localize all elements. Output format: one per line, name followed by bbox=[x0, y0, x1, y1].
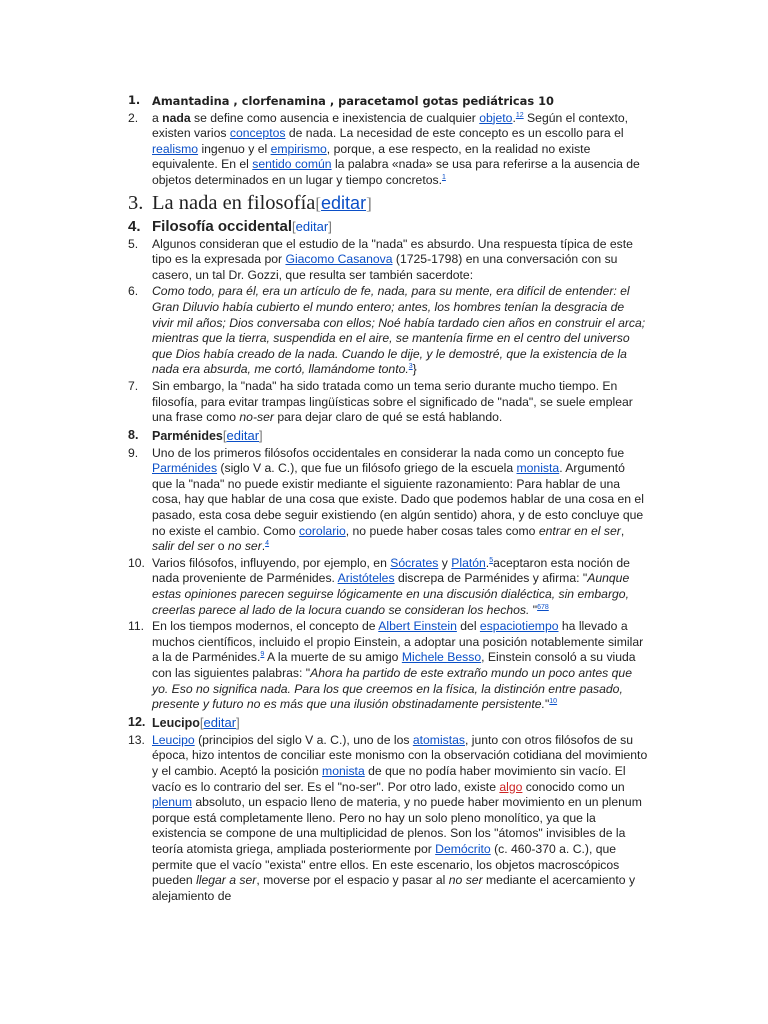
subsection-heading: Filosofía occidental bbox=[152, 217, 293, 235]
italic-term: entrar en el ser bbox=[538, 523, 621, 538]
quote-text: Como todo, para él, era un artículo de fe, nada, para su mente, era difícil de entender: el Gran Diluvio había cubierto el mundo entero; antes, los hombres tenían la desgracia de vivir mil años; Dios conversaba con ellos; Noé había tardado cien años en construir el arca; mientras que la tierra, suspendida en el aire, se mantenía firme en el centro del universo que Dios había creado de la nada. Cuando le dije, y le demostré, que la existencia de la nada era absurda, me cortó, llamándome tonto. bbox=[152, 284, 646, 377]
list-number: 7. bbox=[128, 378, 139, 393]
text-segment: de que no podía haber movimiento sin vacío. El vacío es lo contrario del ser. Es el "no-ser". Por otro lado, existe bbox=[152, 763, 626, 794]
list-number: 1. bbox=[128, 93, 141, 107]
edit-link[interactable]: editar bbox=[226, 427, 260, 443]
text-segment: (principios del siglo V a. C.), uno de los bbox=[194, 732, 413, 747]
list-number: 8. bbox=[128, 427, 139, 442]
bracket: ] bbox=[328, 218, 332, 234]
list-item-6 bbox=[128, 284, 648, 378]
text-segment: Sin embargo, la "nada" ha sido tratada como un tema serio durante mucho tiempo. En filosofía, para evitar trampas lingüísticas sobre el significado de "nada", se suele emplear una frase como bbox=[152, 378, 633, 425]
text-segment: Uno de los primeros filósofos occidentales en considerar la nada como un concepto fue bbox=[152, 445, 625, 460]
list-number: 3. bbox=[128, 191, 144, 214]
section-heading: La nada en filosofía bbox=[152, 191, 316, 214]
link-parmenides[interactable]: Parménides bbox=[152, 461, 218, 476]
list-item-1 bbox=[128, 93, 648, 110]
text-segment: o bbox=[214, 539, 228, 554]
footnote-ref[interactable]: 4 bbox=[265, 540, 270, 548]
list-item-4-heading bbox=[128, 217, 648, 236]
text-segment: " bbox=[529, 602, 538, 617]
text-segment: discrepa de Parménides y afirma: " bbox=[394, 571, 588, 586]
list-number: 6. bbox=[128, 284, 139, 299]
link-sentido-comun[interactable]: sentido común bbox=[252, 157, 332, 172]
text-segment: aceptaron esta noción de nada proveniente de Parménides. bbox=[152, 555, 630, 586]
link-michele-besso[interactable]: Michele Besso bbox=[401, 650, 482, 665]
list-number: 10. bbox=[128, 555, 145, 570]
text-segment: a bbox=[152, 110, 163, 125]
list-number: 4. bbox=[128, 217, 141, 235]
list-number: 13. bbox=[128, 732, 145, 747]
text-segment: , bbox=[620, 523, 625, 538]
link-espaciotiempo[interactable]: espaciotiempo bbox=[479, 619, 559, 634]
link-corolario[interactable]: corolario bbox=[299, 523, 346, 538]
link-monista[interactable]: monista bbox=[516, 461, 560, 476]
text-segment: mediante el acercamiento y alejamiento de bbox=[152, 873, 636, 903]
list-item-11 bbox=[128, 619, 648, 713]
text-segment: de nada. La necesidad de este concepto es un escollo para el bbox=[285, 126, 624, 141]
list-number: 9. bbox=[128, 445, 139, 460]
link-empirismo[interactable]: empirismo bbox=[270, 141, 327, 156]
text-segment: A la muerte de su amigo bbox=[264, 650, 402, 665]
text-segment: Según el contexto, existen varios bbox=[152, 110, 628, 141]
text-segment: . bbox=[261, 539, 266, 554]
edit-link[interactable]: editar bbox=[203, 714, 237, 730]
text-segment: para dejar claro de qué se está hablando. bbox=[273, 410, 503, 425]
text-segment: , porque, a ese respecto, en la realidad no existe equivalente. En el bbox=[152, 141, 591, 172]
link-monista[interactable]: monista bbox=[322, 763, 365, 778]
link-plenum[interactable]: plenum bbox=[152, 795, 192, 810]
text-segment: la palabra «nada» se usa para referirse a la ausencia de objetos determinados en un lugar y tiempo concretos. bbox=[152, 157, 640, 187]
footnote-ref[interactable]: 678 bbox=[537, 603, 549, 611]
text-segment: . bbox=[512, 110, 516, 125]
footnote-ref[interactable]: 12 bbox=[515, 111, 524, 119]
edit-link[interactable]: editar bbox=[295, 218, 329, 234]
text-segment: En los tiempos modernos, el concepto de bbox=[152, 619, 379, 634]
list-item-5 bbox=[128, 237, 648, 284]
quote-text: Aunque estas opiniones parecen seguirse lógicamente en una discusión dialéctica, sin embargo, creerlas parece al lado de la locura cuando se consideran los hechos. bbox=[152, 571, 630, 617]
link-giacomo-casanova[interactable]: Giacomo Casanova bbox=[285, 252, 393, 267]
link-conceptos[interactable]: conceptos bbox=[229, 126, 286, 141]
list-item-7 bbox=[128, 379, 648, 426]
quote-text: Ahora ha partido de este extraño mundo un poco antes que yo. Eso no significa nada. Para los que creemos en la física, la distinción entre pasado, presente y futuro no es más que una ilusión obstinadamente persistente. bbox=[152, 666, 632, 712]
list-item-2 bbox=[128, 111, 648, 189]
italic-term: no ser bbox=[448, 873, 483, 888]
text-segment: . bbox=[485, 555, 490, 570]
bracket: ] bbox=[366, 193, 372, 213]
italic-term: no ser bbox=[227, 539, 262, 554]
italic-term: no-ser bbox=[239, 410, 274, 425]
text-segment: y bbox=[438, 555, 452, 570]
text-segment: , no puede haber cosas tales como bbox=[345, 523, 539, 538]
link-atomistas[interactable]: atomistas bbox=[412, 732, 465, 747]
text-segment: ingenuo y el bbox=[198, 141, 271, 156]
text-segment: , moverse por el espacio y pasar al bbox=[256, 873, 449, 888]
link-objeto[interactable]: objeto bbox=[479, 110, 513, 125]
text-segment: , junto con otros filósofos de su época, hizo intentos de conciliar este monismo con la observación cotidiana del movimiento y el cambio. Aceptó la posición bbox=[152, 732, 648, 778]
link-socrates[interactable]: Sócrates bbox=[390, 555, 439, 570]
text-segment: (siglo V a. C.), que fue un filósofo griego de la escuela bbox=[217, 461, 517, 476]
list-item-3-heading bbox=[128, 191, 648, 216]
text-segment: . Argumentó que la "nada" no puede existir mediante el siguiente razonamiento: Para hablar de una cosa, hay que hablar de una cosa que existe. Dado que podemos hablar de una cosa en el pasado, esta cosa debe seguir existiendo (en algún sentido) ahora, y de esto concluye que no existe el cambio. Como bbox=[152, 461, 644, 538]
text-segment: Algunos consideran que el estudio de la "nada" es absurdo. Una respuesta típica de este tipo es la expresada por bbox=[152, 236, 633, 267]
list-item-8-heading bbox=[128, 427, 648, 445]
bracket: [ bbox=[199, 714, 204, 730]
list-item-10 bbox=[128, 556, 648, 618]
subsection-heading: Leucipo bbox=[152, 715, 200, 730]
text-segment: (1725-1798) en una conversación con su casero, un tal Dr. Gozzi, que resulta ser también sacerdote: bbox=[152, 252, 618, 282]
text-segment: } bbox=[412, 362, 417, 377]
subsection-heading: Parménides bbox=[152, 428, 223, 443]
footnote-ref[interactable]: 10 bbox=[549, 698, 558, 706]
list-number: 11. bbox=[128, 619, 145, 634]
link-realismo[interactable]: realismo bbox=[152, 141, 199, 156]
list-item-9 bbox=[128, 446, 648, 555]
link-platon[interactable]: Platón bbox=[451, 555, 486, 570]
bracket: [ bbox=[222, 427, 227, 443]
list-number: 2. bbox=[128, 110, 139, 125]
bracket: [ bbox=[292, 218, 296, 234]
text-segment: " bbox=[544, 697, 550, 712]
italic-term: salir del ser bbox=[152, 539, 215, 554]
bold-term-nada: nada bbox=[162, 110, 191, 125]
link-leucipo[interactable]: Leucipo bbox=[152, 732, 195, 747]
footnote-ref[interactable]: 9 bbox=[260, 651, 265, 659]
text-segment: se define como ausencia e inexistencia de cualquier bbox=[190, 110, 480, 125]
footnote-ref[interactable]: 1 bbox=[441, 173, 446, 181]
edit-link[interactable]: editar bbox=[321, 192, 367, 213]
text-segment: absoluto, un espacio lleno de materia, y no puede haber movimiento en un plenum porque está completamente lleno. Pero no hay un solo pleno monolítico, ya que la existencia se compone de una multiplicidad de plenos. Son los "átomos" invisibles de la teoría atomista griega, ampliada posteriormente por bbox=[152, 795, 642, 856]
footnote-ref[interactable]: 5 bbox=[489, 556, 494, 564]
text-segment: Varios filósofos, influyendo, por ejemplo, en bbox=[152, 555, 391, 570]
text-segment: ha llevado a muchos científicos, incluido el propio Einstein, a adoptar una posición notablemente similar a la de Parménides. bbox=[152, 619, 644, 665]
document-content bbox=[128, 93, 648, 904]
text-segment: del bbox=[456, 619, 480, 634]
link-algo[interactable]: algo bbox=[499, 779, 523, 794]
list-number: 5. bbox=[128, 236, 139, 251]
text-segment: (c. 460-370 a. C.), que permite que el vacío "exista" entre ellos. En este escenario, los objetos macroscópicos pueden bbox=[152, 841, 620, 888]
footnote-ref[interactable]: 3 bbox=[408, 363, 413, 371]
link-albert-einstein[interactable]: Albert Einstein bbox=[378, 619, 457, 634]
link-democrito[interactable]: Demócrito bbox=[435, 841, 491, 856]
text-segment: , Einstein consoló a su viuda con las siguientes palabras: " bbox=[152, 650, 636, 680]
list-item-text: Amantadina , clorfenamina , paracetamol gotas pediátricas 10 bbox=[152, 94, 554, 108]
text-segment: conocido como un bbox=[522, 779, 625, 794]
link-aristoteles[interactable]: Aristóteles bbox=[337, 571, 395, 586]
list-item-13 bbox=[128, 733, 648, 905]
list-item-12-heading bbox=[128, 714, 648, 732]
bracket: ] bbox=[236, 714, 240, 730]
bracket: [ bbox=[315, 193, 322, 213]
italic-term: llegar a ser bbox=[196, 873, 257, 888]
bracket: ] bbox=[259, 427, 263, 443]
list-number: 12. bbox=[128, 714, 146, 729]
